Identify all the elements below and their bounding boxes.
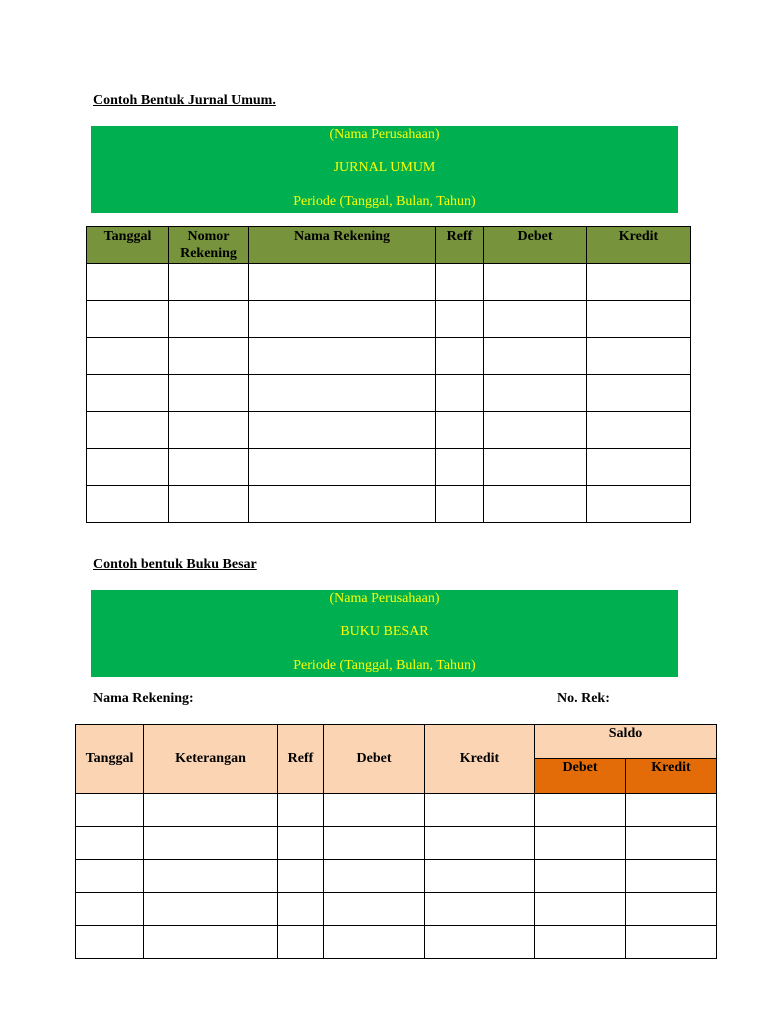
ledger-company-name: (Nama Perusahaan) <box>329 591 440 606</box>
ledger-col-tanggal: Tanggal <box>76 725 144 794</box>
table-cell <box>535 893 626 926</box>
table-cell <box>436 264 484 301</box>
journal-body <box>87 264 691 523</box>
journal-section-title: Contoh Bentuk Jurnal Umum. <box>93 93 276 108</box>
table-row <box>87 301 691 338</box>
table-cell <box>587 301 691 338</box>
table-cell <box>626 827 717 860</box>
table-cell <box>87 375 169 412</box>
table-cell <box>144 860 278 893</box>
table-cell <box>324 794 425 827</box>
table-cell <box>169 338 249 375</box>
table-cell <box>484 412 587 449</box>
table-cell <box>278 926 324 959</box>
table-cell <box>626 860 717 893</box>
table-cell <box>76 926 144 959</box>
table-cell <box>535 794 626 827</box>
table-cell <box>484 486 587 523</box>
table-cell <box>587 264 691 301</box>
table-cell <box>425 827 535 860</box>
ledger-table <box>75 724 717 959</box>
ledger-col-kredit: Kredit <box>425 725 535 794</box>
table-row <box>76 860 717 893</box>
table-cell <box>249 264 436 301</box>
journal-banner <box>91 126 678 213</box>
table-row <box>87 449 691 486</box>
ledger-period: Periode (Tanggal, Bulan, Tahun) <box>293 658 476 673</box>
table-cell <box>169 449 249 486</box>
journal-col-tanggal: Tanggal <box>87 227 169 264</box>
table-cell <box>249 449 436 486</box>
table-cell <box>436 449 484 486</box>
table-cell <box>436 301 484 338</box>
table-cell <box>87 486 169 523</box>
table-cell <box>169 486 249 523</box>
table-cell <box>144 827 278 860</box>
table-cell <box>626 926 717 959</box>
table-row <box>87 412 691 449</box>
table-cell <box>535 827 626 860</box>
ledger-saldo-kredit: Kredit <box>626 759 717 794</box>
ledger-saldo-debet: Debet <box>535 759 626 794</box>
table-cell <box>249 301 436 338</box>
table-cell <box>535 860 626 893</box>
table-cell <box>249 486 436 523</box>
table-cell <box>87 449 169 486</box>
table-cell <box>249 375 436 412</box>
journal-col-debet: Debet <box>484 227 587 264</box>
table-cell <box>87 301 169 338</box>
table-cell <box>324 827 425 860</box>
table-cell <box>425 893 535 926</box>
table-cell <box>484 375 587 412</box>
table-cell <box>484 264 587 301</box>
journal-period: Periode (Tanggal, Bulan, Tahun) <box>293 194 476 209</box>
table-cell <box>484 449 587 486</box>
table-cell <box>144 926 278 959</box>
table-cell <box>535 926 626 959</box>
table-cell <box>436 412 484 449</box>
ledger-title: BUKU BESAR <box>340 624 429 639</box>
table-cell <box>587 375 691 412</box>
table-cell <box>324 926 425 959</box>
journal-col-kredit: Kredit <box>587 227 691 264</box>
journal-header-row <box>87 227 691 264</box>
table-cell <box>587 449 691 486</box>
journal-col-nomor-rekening: Nomor Rekening <box>169 227 249 264</box>
table-cell <box>169 264 249 301</box>
table-cell <box>425 926 535 959</box>
ledger-col-keterangan: Keterangan <box>144 725 278 794</box>
account-no-label: No. Rek: <box>557 691 610 706</box>
table-cell <box>278 860 324 893</box>
ledger-body <box>76 794 717 959</box>
table-cell <box>324 893 425 926</box>
table-cell <box>436 375 484 412</box>
table-cell <box>587 338 691 375</box>
ledger-col-reff: Reff <box>278 725 324 794</box>
ledger-col-debet: Debet <box>324 725 425 794</box>
table-cell <box>87 338 169 375</box>
journal-title: JURNAL UMUM <box>333 160 436 175</box>
ledger-header-row <box>76 725 717 759</box>
ledger-section-title: Contoh bentuk Buku Besar <box>93 557 257 572</box>
table-row <box>76 827 717 860</box>
table-cell <box>324 860 425 893</box>
table-row <box>76 926 717 959</box>
journal-company-name: (Nama Perusahaan) <box>329 127 440 142</box>
table-cell <box>484 301 587 338</box>
table-row <box>87 375 691 412</box>
table-cell <box>144 893 278 926</box>
table-row <box>76 893 717 926</box>
table-cell <box>87 412 169 449</box>
table-cell <box>626 794 717 827</box>
table-cell <box>76 827 144 860</box>
table-cell <box>425 794 535 827</box>
table-cell <box>587 412 691 449</box>
journal-table <box>86 226 691 523</box>
ledger-banner <box>91 590 678 677</box>
table-row <box>87 264 691 301</box>
table-cell <box>249 412 436 449</box>
table-cell <box>626 893 717 926</box>
table-cell <box>436 338 484 375</box>
journal-col-nama-rekening: Nama Rekening <box>249 227 436 264</box>
table-cell <box>587 486 691 523</box>
table-cell <box>76 794 144 827</box>
table-cell <box>484 338 587 375</box>
table-cell <box>144 794 278 827</box>
table-cell <box>169 375 249 412</box>
table-cell <box>76 893 144 926</box>
table-cell <box>87 264 169 301</box>
table-cell <box>249 338 436 375</box>
ledger-col-saldo: Saldo <box>535 725 717 759</box>
table-cell <box>425 860 535 893</box>
table-cell <box>76 860 144 893</box>
table-row <box>87 486 691 523</box>
account-name-label: Nama Rekening: <box>93 691 194 706</box>
journal-col-reff: Reff <box>436 227 484 264</box>
table-row <box>76 794 717 827</box>
table-cell <box>278 827 324 860</box>
table-cell <box>169 412 249 449</box>
table-cell <box>169 301 249 338</box>
table-cell <box>278 794 324 827</box>
table-cell <box>278 893 324 926</box>
table-row <box>87 338 691 375</box>
table-cell <box>436 486 484 523</box>
